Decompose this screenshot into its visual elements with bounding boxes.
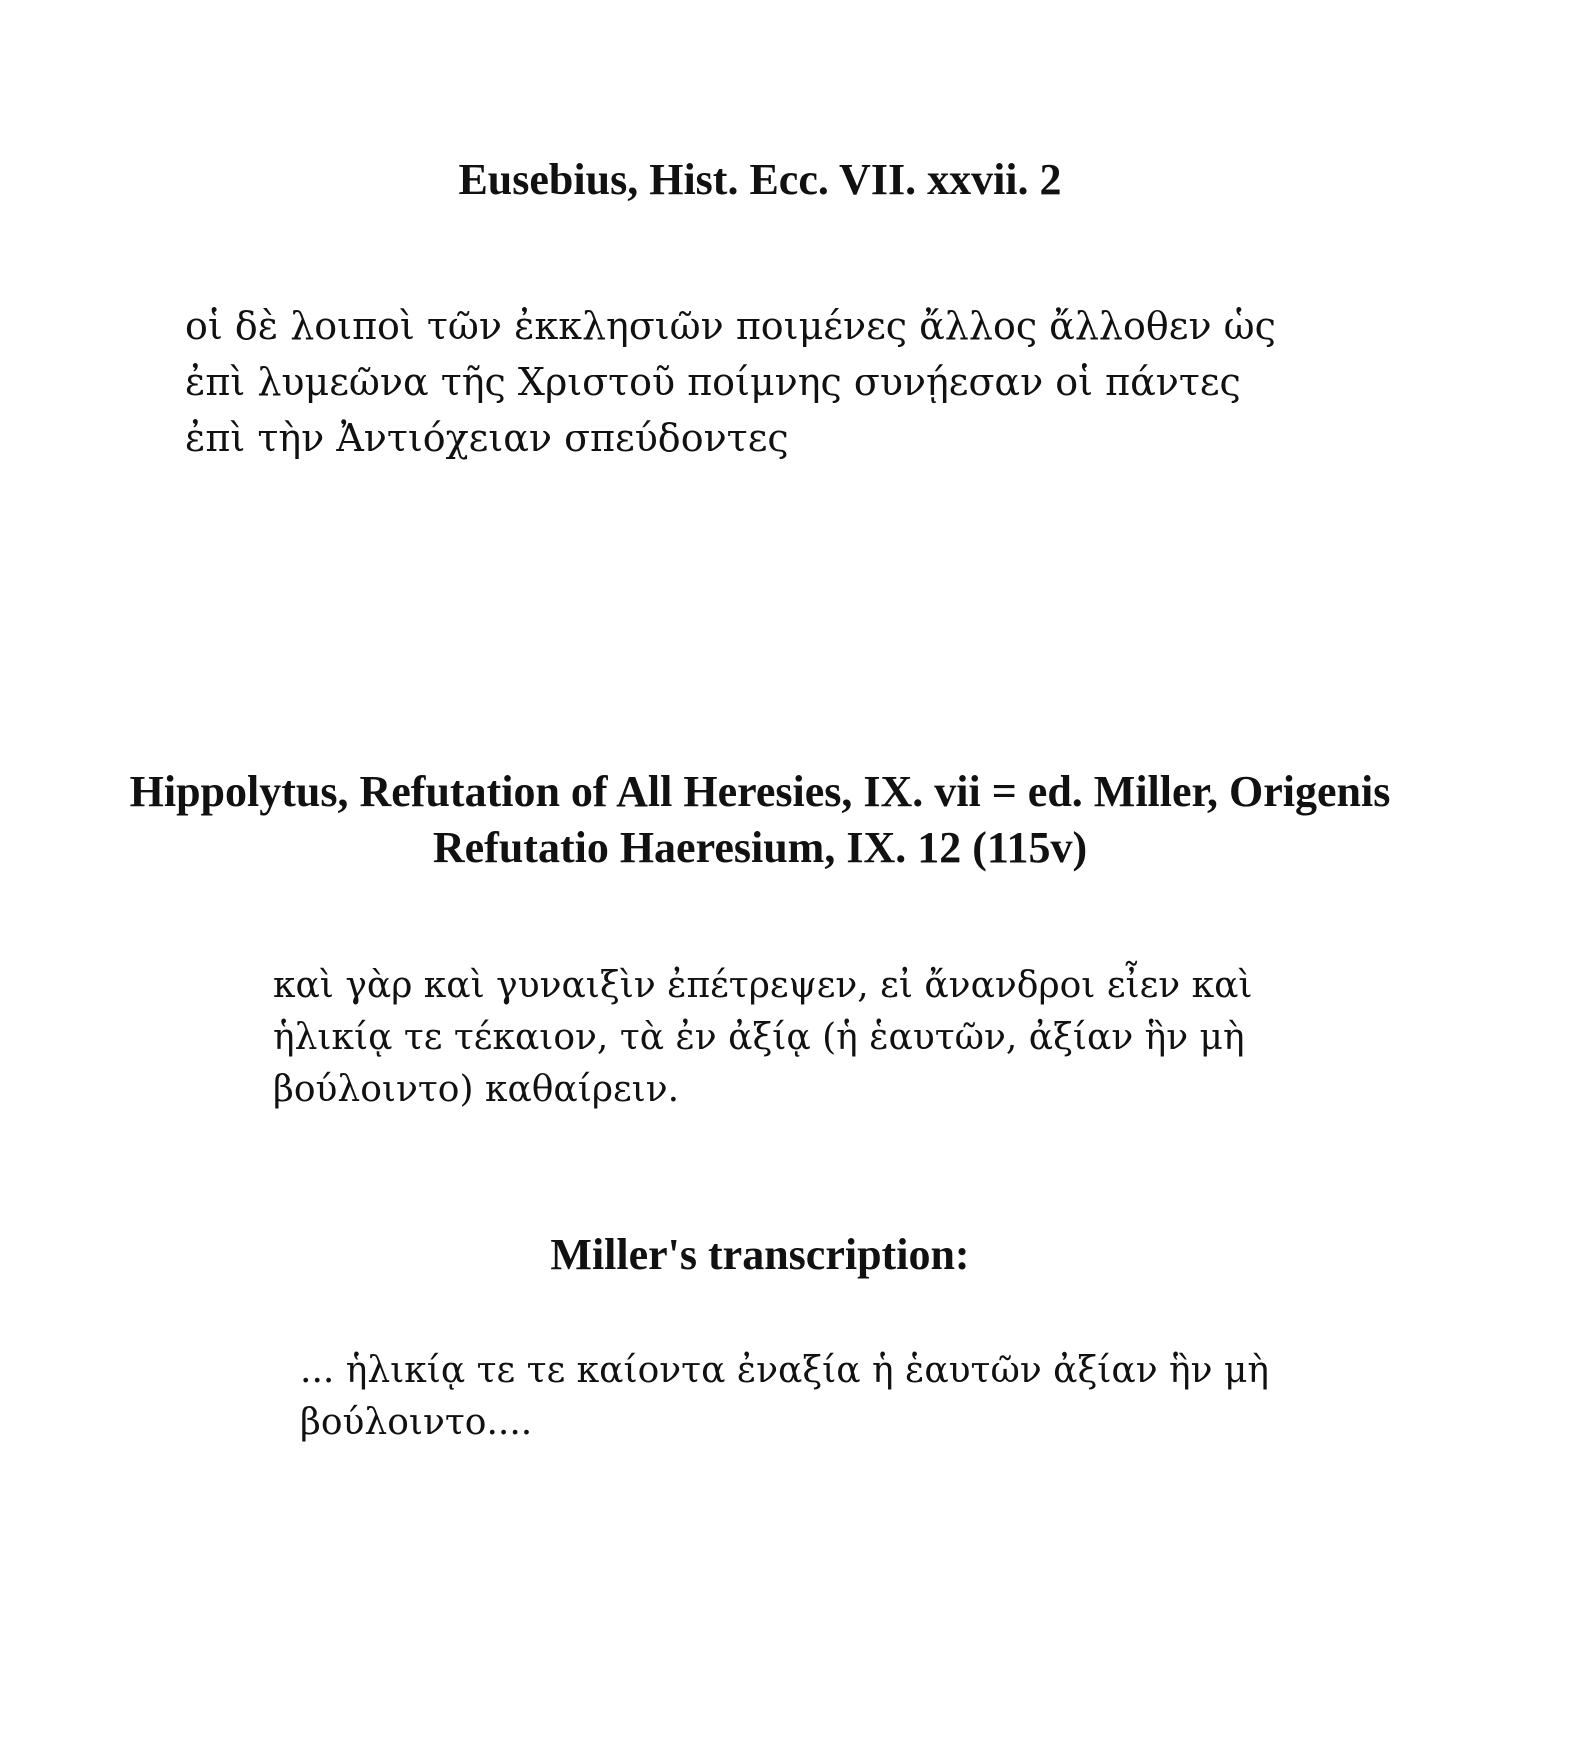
section-3-greek-text <box>300 1345 1269 1449</box>
greek-line: ἐπὶ τὴν Ἀντιόχειαν σπεύδοντες <box>185 416 789 460</box>
section-1-greek-text <box>185 298 1276 466</box>
greek-line: ἐπὶ λυμεῶνα τῆς Χριστοῦ ποίμνης συνῄεσαν οἱ πάντες <box>185 360 1241 404</box>
section-1-heading <box>0 152 1520 208</box>
section-2-heading <box>0 764 1520 876</box>
heading-line: Refutatio Haeresium, IX. 12 (115v) <box>432 823 1088 872</box>
greek-line: καὶ γὰρ καὶ γυναιξὶν ἐπέτρεψεν, εἰ ἄνανδροι εἶεν καὶ <box>273 965 1253 1006</box>
heading-line: Hippolytus, Refutation of All Heresies, IX. vii = ed. Miller, Origenis <box>129 767 1391 816</box>
greek-line: ἡλικίᾳ τε τέκαιον, τὰ ἐν ἀξίᾳ (ἡ ἑαυτῶν, ἀξίαν ἣν μὴ <box>273 1017 1245 1058</box>
greek-line: ... ἡλικίᾳ τε τε καίοντα ἐναξία ἡ ἑαυτῶν ἀξίαν ἣν μὴ <box>300 1350 1269 1391</box>
heading-line: Eusebius, Hist. Ecc. VII. xxvii. 2 <box>458 155 1062 204</box>
greek-line: βούλοιντο) καθαίρειν. <box>273 1069 680 1110</box>
heading-line: Miller's transcription: <box>550 1230 970 1279</box>
greek-line: βούλοιντο.... <box>300 1402 533 1443</box>
greek-line: οἱ δὲ λοιποὶ τῶν ἐκκλησιῶν ποιμένες ἄλλος ἄλλοθεν ὡς <box>185 304 1276 348</box>
section-3-heading <box>0 1227 1520 1283</box>
section-2-greek-text <box>273 960 1253 1116</box>
